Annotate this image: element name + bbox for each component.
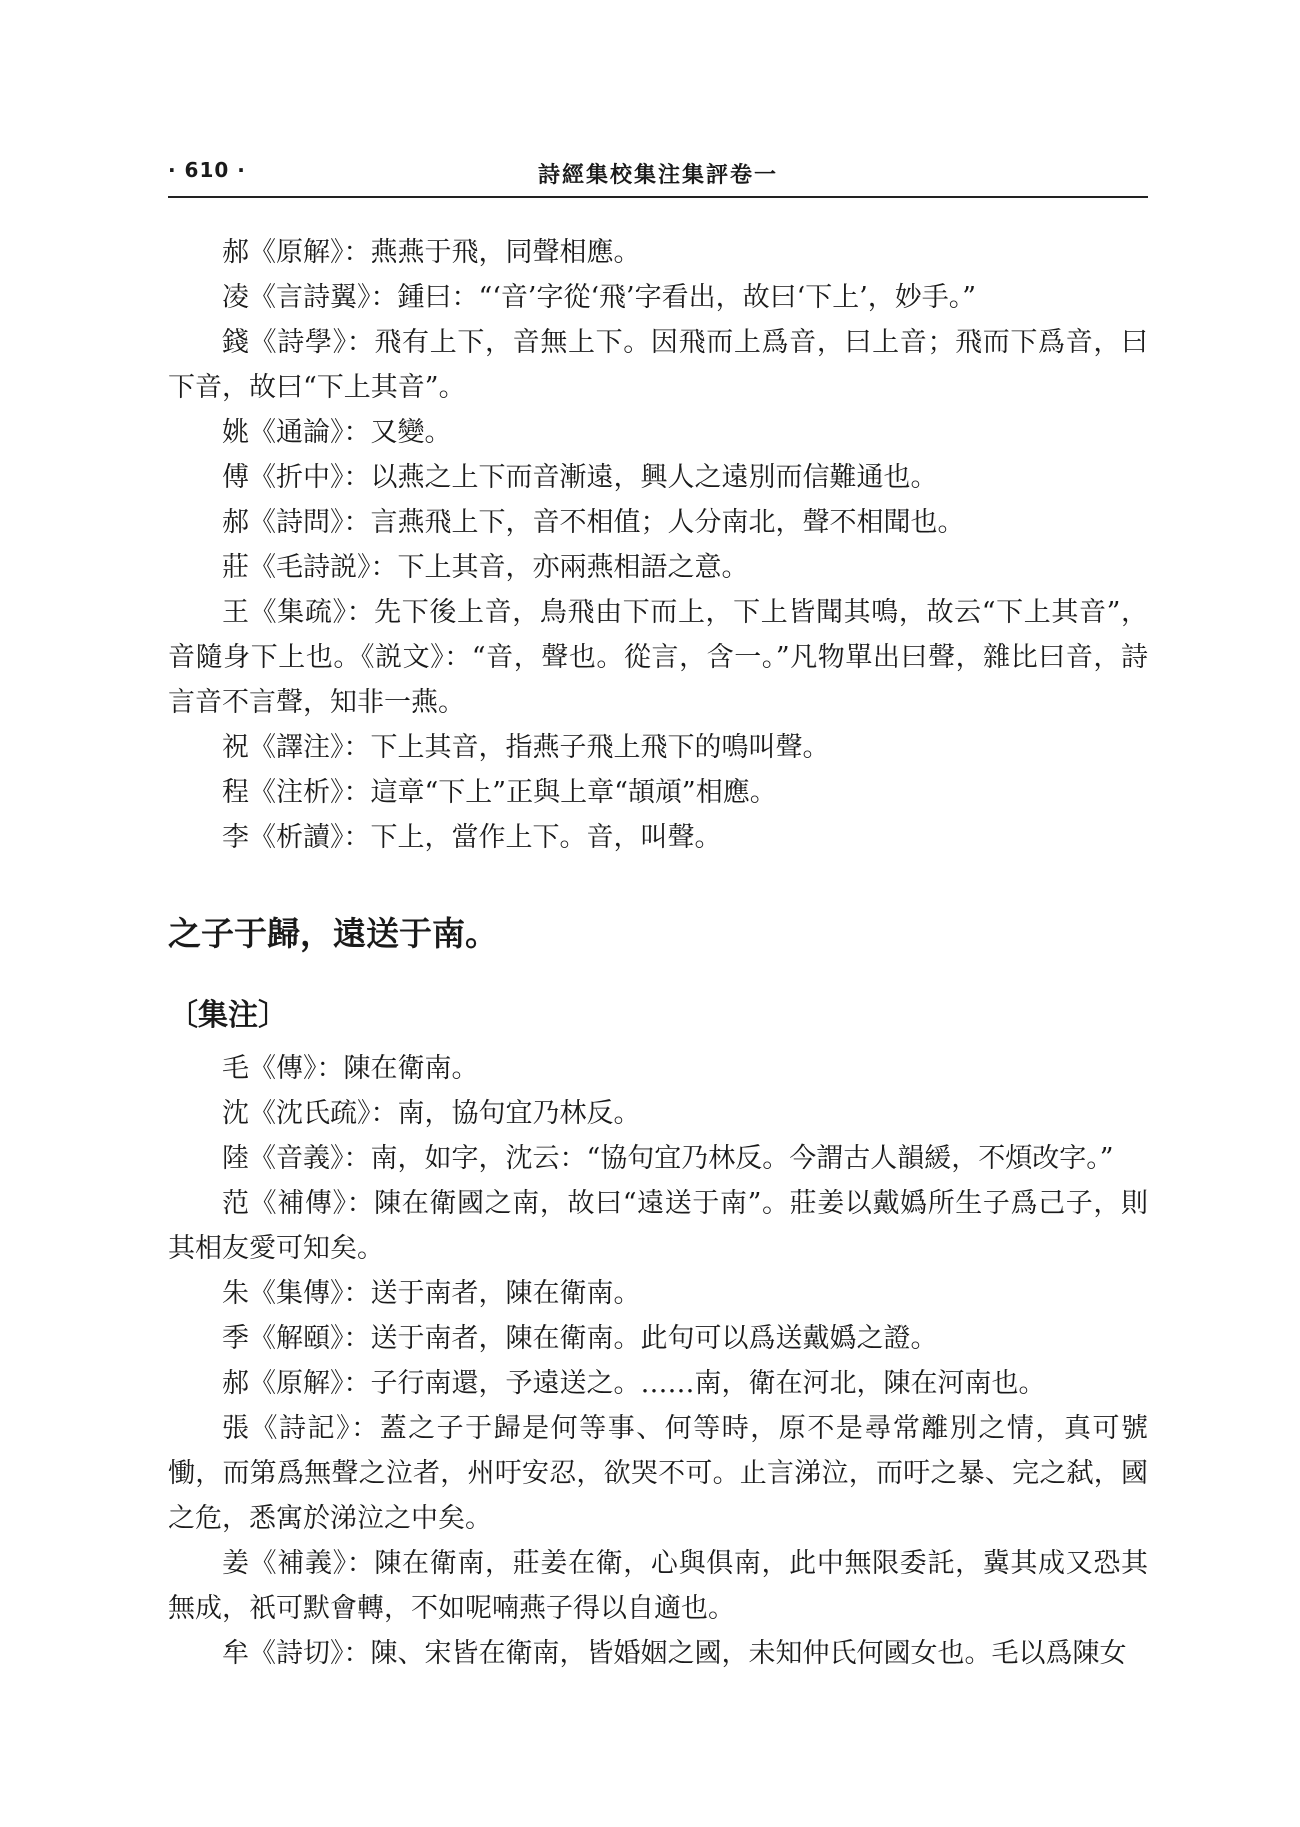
annotation-paragraph: 季《解頤》：送于南者，陳在衛南。此句可以爲送戴嬀之證。 xyxy=(222,1323,938,1354)
annotation-paragraph: 毛《傳》：陳在衛南。 xyxy=(222,1053,479,1084)
commentary-paragraph: 程《注析》：這章“下上”正與上章“頡頏”相應。 xyxy=(222,777,777,808)
commentary-paragraph: 錢《詩學》：飛有上下，音無上下。因飛而上爲音，曰上音；飛而下爲音，曰下音，故曰“下上其音”。 xyxy=(168,327,1148,403)
verse-heading: 之子于歸，遠送于南。 xyxy=(168,914,498,953)
commentary-paragraph: 姚《通論》：又變。 xyxy=(222,417,452,448)
commentary-paragraph: 凌《言詩翼》：鍾曰：“‘音’字從‘飛’字看出，故曰‘下上’，妙手。” xyxy=(222,282,977,313)
commentary-paragraph: 傅《折中》：以燕之上下而音漸遠，興人之遠別而信難通也。 xyxy=(222,462,938,493)
page-body xyxy=(168,230,1148,1676)
section-heading: 〔集注〕 xyxy=(168,998,288,1033)
annotation-paragraph: 郝《原解》：子行南還，予遠送之。……南，衛在河北，陳在河南也。 xyxy=(222,1368,1046,1399)
commentary-paragraph: 郝《詩問》：言燕飛上下，音不相值；人分南北，聲不相聞也。 xyxy=(222,507,965,538)
commentary-paragraph: 李《析讀》：下上，當作上下。音，叫聲。 xyxy=(222,822,722,853)
running-title: 詩經集校集注集評卷一 xyxy=(537,162,778,188)
annotation-paragraph: 牟《詩切》：陳、宋皆在衛南，皆婚姻之國，未知仲氏何國女也。毛以爲陳女 xyxy=(222,1638,1127,1669)
page-header xyxy=(168,158,1148,198)
annotation-paragraph: 朱《集傳》：送于南者，陳在衛南。 xyxy=(222,1278,641,1309)
annotation-paragraph: 張《詩記》：蓋之子于歸是何等事、何等時，原不是尋常離別之情，真可號慟，而第爲無聲之泣者，州吁安忍，欲哭不可。止言涕泣，而吁之暴、完之弑，國之危，悉寓於涕泣之中矣。 xyxy=(168,1413,1148,1534)
page-number: · 610 · xyxy=(168,158,246,182)
annotation-paragraph: 沈《沈氏疏》：南，協句宜乃林反。 xyxy=(222,1098,641,1129)
commentary-paragraph: 郝《原解》：燕燕于飛，同聲相應。 xyxy=(222,237,641,268)
annotation-paragraph: 陸《音義》：南，如字，沈云：“協句宜乃林反。今謂古人韻緩，不煩改字。” xyxy=(222,1143,1114,1174)
commentary-paragraph: 王《集疏》：先下後上音，鳥飛由下而上，下上皆聞其鳴，故云“下上其音”，音隨身下上也。《説文》：“音，聲也。從言，含一。”凡物單出曰聲，雜比曰音，詩言音不言聲，知非一燕。 xyxy=(168,597,1148,718)
annotation-paragraph: 范《補傳》：陳在衛國之南，故曰“遠送于南”。莊姜以戴嬀所生子爲己子，則其相友愛可知矣。 xyxy=(168,1188,1148,1264)
commentary-paragraph: 祝《譯注》：下上其音，指燕子飛上飛下的鳴叫聲。 xyxy=(222,732,830,763)
header-rule xyxy=(168,196,1148,198)
commentary-paragraph: 莊《毛詩説》：下上其音，亦兩燕相語之意。 xyxy=(222,552,749,583)
annotation-paragraph: 姜《補義》：陳在衛南，莊姜在衛，心與俱南，此中無限委託，冀其成又恐其無成，祇可默會轉，不如呢喃燕子得以自適也。 xyxy=(168,1548,1148,1624)
